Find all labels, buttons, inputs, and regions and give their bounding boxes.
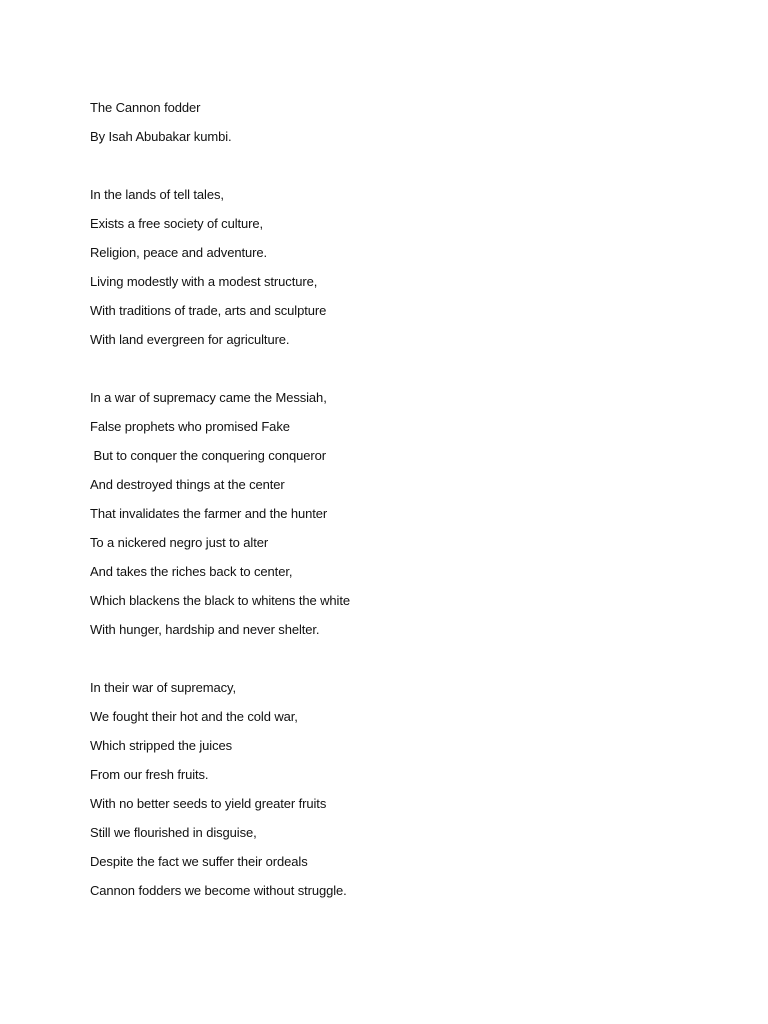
poem-title: The Cannon fodder: [90, 100, 201, 115]
poem-line: To a nickered negro just to alter: [90, 535, 269, 550]
stanza-2: [90, 383, 690, 644]
poem-line: But to conquer the conquering conqueror: [90, 448, 326, 463]
poem-line: With traditions of trade, arts and sculpture: [90, 303, 327, 318]
poem-line: And takes the riches back to center,: [90, 564, 293, 579]
poem-line: Still we flourished in disguise,: [90, 825, 257, 840]
poem-line: With land evergreen for agriculture.: [90, 332, 290, 347]
poem-line: Exists a free society of culture,: [90, 216, 263, 231]
stanza-3: [90, 673, 690, 905]
poem-line: We fought their hot and the cold war,: [90, 709, 298, 724]
poem-line: Which stripped the juices: [90, 738, 233, 753]
poem-line: With no better seeds to yield greater fruits: [90, 796, 327, 811]
poem-line: Despite the fact we suffer their ordeals: [90, 854, 308, 869]
poem-byline: By Isah Abubakar kumbi.: [90, 129, 232, 144]
poem-line: Living modestly with a modest structure,: [90, 274, 318, 289]
poem: [90, 93, 690, 905]
poem-line: Which blackens the black to whitens the white: [90, 593, 350, 608]
poem-line: Cannon fodders we become without struggle.: [90, 883, 347, 898]
poem-line: And destroyed things at the center: [90, 477, 285, 492]
stanza-gap: [90, 354, 690, 383]
poem-line: In the lands of tell tales,: [90, 187, 224, 202]
stanza-1: [90, 180, 690, 354]
poem-line: False prophets who promised Fake: [90, 419, 290, 434]
poem-line: In their war of supremacy,: [90, 680, 236, 695]
poem-line: In a war of supremacy came the Messiah,: [90, 390, 327, 405]
poem-line: Religion, peace and adventure.: [90, 245, 267, 260]
stanza-gap: [90, 644, 690, 673]
stanza-gap: [90, 151, 690, 180]
poem-line: That invalidates the farmer and the hunter: [90, 506, 328, 521]
poem-line: With hunger, hardship and never shelter.: [90, 622, 320, 637]
poem-line: From our fresh fruits.: [90, 767, 209, 782]
